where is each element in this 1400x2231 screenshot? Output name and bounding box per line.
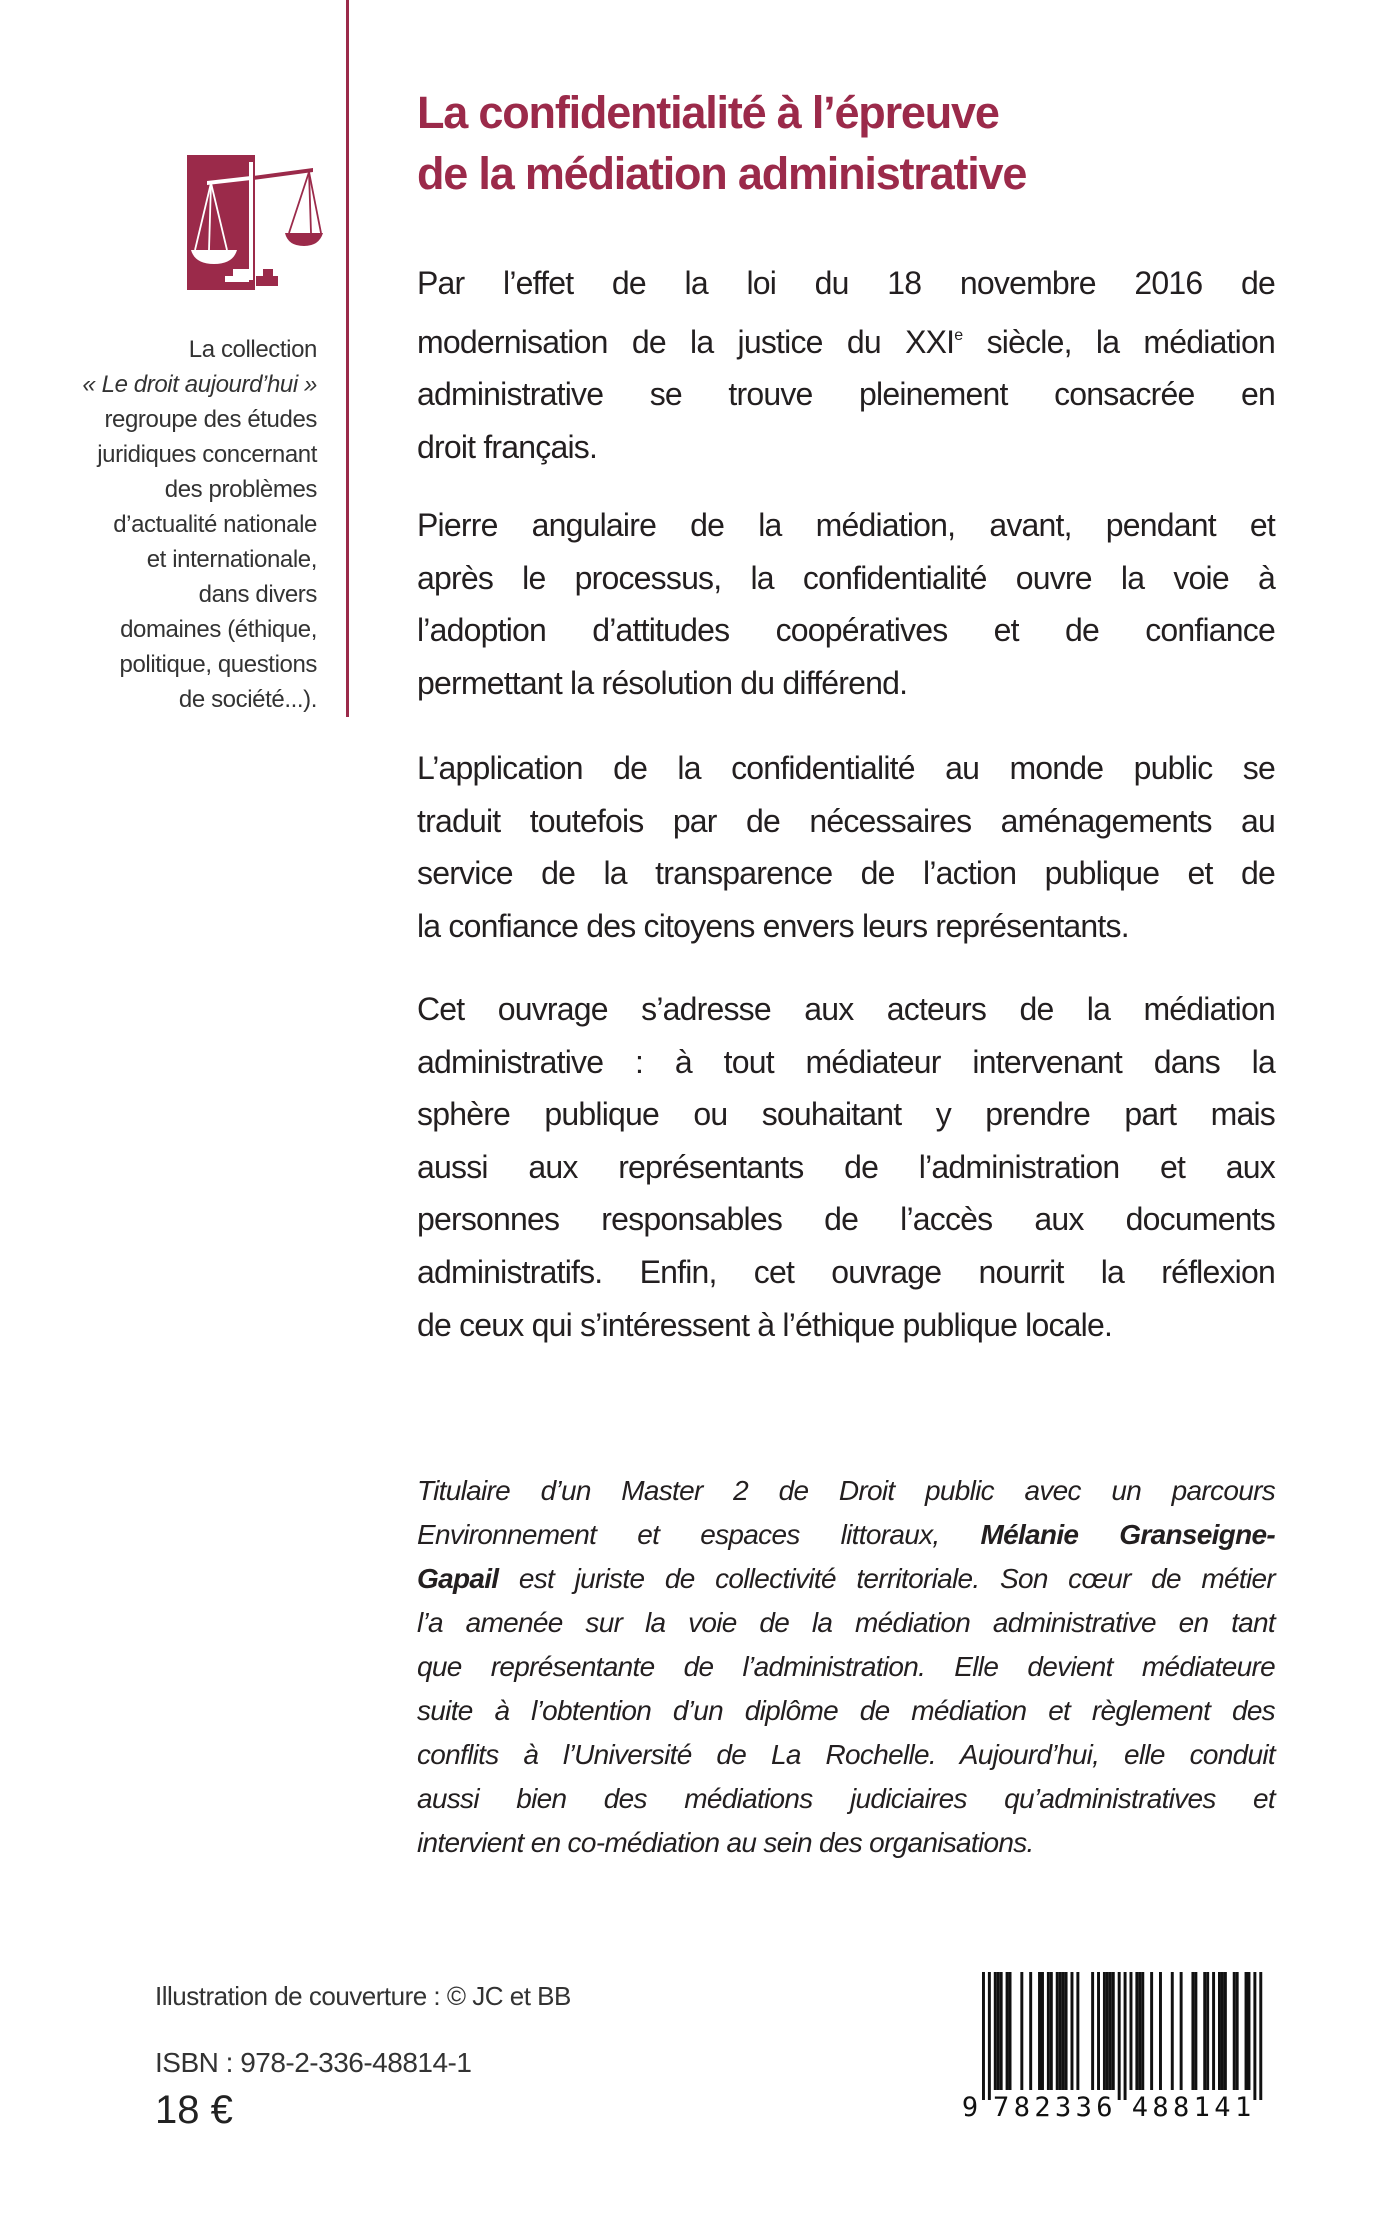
barcode-bar <box>1236 1972 1239 2090</box>
barcode-bar <box>1009 1972 1012 2090</box>
barcode-bar <box>1118 1972 1121 2100</box>
title-line: La confidentialité à l’épreuve <box>417 87 999 138</box>
barcode-bar <box>1248 1972 1251 2090</box>
collection-description-line: et internationale, <box>146 546 317 573</box>
barcode-bar <box>1062 1972 1065 2090</box>
barcode-bar <box>1135 1972 1138 2090</box>
isbn-barcode <box>960 1968 1280 2128</box>
barcode-bar <box>994 1972 997 2090</box>
barcode-bar <box>1253 1972 1256 2100</box>
collection-description-line: dans divers <box>198 581 317 608</box>
paragraph-line: service de la transparence de l’action publique et de <box>417 855 1275 892</box>
barcode-bar <box>1065 1972 1068 2090</box>
biography-line <box>417 1469 1275 1513</box>
cover-illustration-credit: Illustration de couverture : © JC et BB <box>155 1981 571 2011</box>
barcode-bar <box>1224 1972 1227 2090</box>
paragraph-line: personnes responsables de l’accès aux documents <box>417 1201 1275 1238</box>
biography-text: conflits à l’Université de La Rochelle. Aujourd’hui, elle conduit <box>417 1739 1275 1770</box>
barcode-bar <box>1071 1972 1074 2090</box>
collection-description-line: d’actualité nationale <box>113 511 317 538</box>
paragraph-line: administratifs. Enfin, cet ouvrage nourrit la réflexion <box>417 1253 1275 1290</box>
barcode-bar <box>988 1972 991 2100</box>
barcode-digit: 6 <box>1096 2092 1113 2123</box>
paragraph-line: la confiance des citoyens envers leurs représentants. <box>417 907 1129 944</box>
barcode-bar <box>1138 1972 1141 2090</box>
barcode-bar <box>1059 1972 1062 2090</box>
summary-paragraph-4 <box>417 983 1275 1351</box>
biography-text: Titulaire d’un Master 2 de Droit public avec un parcours <box>417 1475 1275 1506</box>
collection-description-line: politique, questions <box>119 651 317 678</box>
barcode-bar <box>1006 1972 1009 2090</box>
paragraph-line: administrative : à tout médiateur intervenant dans la <box>417 1043 1275 1080</box>
barcode-digit: 7 <box>993 2092 1010 2123</box>
collection-description-line: des problèmes <box>164 476 317 503</box>
paragraph-line: Cet ouvrage s’adresse aux acteurs de la médiation <box>417 991 1275 1027</box>
barcode-digit: 8 <box>1172 2092 1190 2123</box>
barcode-bar <box>1130 1972 1133 2090</box>
biography-line <box>417 1821 1275 1865</box>
barcode-bar <box>1106 1972 1109 2090</box>
barcode-bar <box>1218 1972 1221 2090</box>
barcode-bar <box>1029 1972 1032 2090</box>
barcode-digit: 8 <box>1152 2092 1169 2123</box>
biography-text: Environnement et espaces littoraux, <box>417 1519 981 1550</box>
barcode-bar <box>1194 1972 1197 2090</box>
barcode-bar <box>1000 1972 1003 2090</box>
barcode-digit: 9 <box>961 2092 979 2123</box>
paragraph-line: droit français. <box>417 428 598 465</box>
summary-paragraph-2 <box>417 499 1275 709</box>
barcode-bar <box>1041 1972 1044 2090</box>
barcode-bar <box>997 1972 1000 2090</box>
barcode-bar <box>1091 1972 1094 2090</box>
barcode-digit: 4 <box>1214 2092 1231 2123</box>
biography-line <box>417 1689 1275 1733</box>
collection-description <box>40 332 317 717</box>
collection-description-line: La collection <box>188 336 317 363</box>
barcode-digit: 3 <box>1054 2092 1072 2123</box>
barcode-bar <box>1050 1972 1053 2090</box>
barcode-digit: 1 <box>1234 2092 1252 2123</box>
collection-description-line: « Le droit aujourd’hui » <box>82 371 317 398</box>
barcode-bar <box>1038 1972 1041 2090</box>
barcode-bar <box>1206 1972 1209 2090</box>
paragraph-line: traduit toutefois par de nécessaires aménagements au <box>417 802 1275 839</box>
paragraph-line: administrative se trouve pleinement consacrée en <box>417 375 1275 412</box>
isbn: ISBN : 978-2-336-48814-1 <box>155 2047 472 2078</box>
paragraph-line: aussi aux représentants de l’administration et aux <box>417 1148 1275 1185</box>
biography-text: est juriste de collectivité territoriale. Son cœur de métier <box>498 1563 1275 1594</box>
biography-text: aussi bien des médiations judiciaires qu’administratives et <box>417 1783 1275 1814</box>
paragraph-line: permettant la résolution du différend. <box>417 664 908 701</box>
barcode-bar <box>1124 1972 1127 2100</box>
barcode-bar <box>1141 1972 1144 2090</box>
price: 18 € <box>155 2088 233 2132</box>
biography-text: intervient en co-médiation au sein des organisations. <box>417 1827 1034 1858</box>
biography-text: suite à l’obtention d’un diplôme de médiation et règlement des <box>417 1695 1275 1726</box>
author-name: Gapail <box>417 1563 499 1594</box>
barcode-digit: 2 <box>1034 2092 1051 2123</box>
barcode-bar <box>1020 1972 1023 2090</box>
barcode-bar <box>1112 1972 1115 2090</box>
collection-divider-line <box>346 0 349 717</box>
biography-line <box>417 1733 1275 1777</box>
barcode-bar <box>1221 1972 1224 2090</box>
author-biography <box>417 1469 1275 1865</box>
biography-line <box>417 1601 1275 1645</box>
barcode-bar <box>1047 1972 1050 2090</box>
biography-text: que représentante de l’administration. Elle devient médiateure <box>417 1651 1275 1682</box>
barcode-bar <box>1191 1972 1194 2090</box>
paragraph-line: sphère publique ou souhaitant y prendre part mais <box>417 1096 1275 1133</box>
barcode-digit: 8 <box>1013 2092 1030 2123</box>
barcode-bar <box>1212 1972 1215 2090</box>
collection-description-line: de société...). <box>178 686 317 713</box>
barcode-bar <box>1056 1972 1059 2090</box>
barcode-bar <box>1109 1972 1112 2090</box>
barcode-bar <box>1233 1972 1236 2090</box>
paragraph-line: L’application de la confidentialité au monde public se <box>417 750 1275 786</box>
barcode-bar <box>1180 1972 1183 2090</box>
paragraph-line: de ceux qui s’intéressent à l’éthique publique locale. <box>417 1306 1113 1343</box>
barcode-bar <box>1097 1972 1100 2090</box>
biography-text: l’a amenée sur la voie de la médiation administrative en tant <box>417 1607 1275 1638</box>
collection-description-line: domaines (éthique, <box>120 616 317 643</box>
summary-paragraph-3 <box>417 742 1275 952</box>
paragraph-line: après le processus, la confidentialité ouvre la voie à <box>417 559 1275 596</box>
scales-of-justice-icon <box>185 150 325 295</box>
barcode-digit: 1 <box>1193 2092 1210 2123</box>
collection-description-line: regroupe des études <box>104 406 317 433</box>
barcode-bar <box>1103 1972 1106 2090</box>
barcode-bar <box>1259 1972 1262 2100</box>
paragraph-line: Par l’effet de la loi du 18 novembre 2016 de <box>417 265 1275 301</box>
title-line: de la médiation administrative <box>417 148 1027 199</box>
biography-line <box>417 1513 1275 1557</box>
barcode-digit: 3 <box>1075 2092 1092 2123</box>
barcode-bar <box>982 1972 985 2100</box>
barcode-bar <box>1171 1972 1174 2090</box>
paragraph-line: l’adoption d’attitudes coopératives et de confiance <box>417 612 1275 649</box>
paragraph-line: modernisation de la justice du XXIe siècle, la médiation <box>417 323 1275 360</box>
barcode-bar <box>1245 1972 1248 2090</box>
paragraph-line: Pierre angulaire de la médiation, avant, pendant et <box>417 507 1275 543</box>
author-name: Mélanie Granseigne- <box>980 1519 1275 1550</box>
biography-line <box>417 1557 1275 1601</box>
barcode-bar <box>1159 1972 1162 2090</box>
biography-line <box>417 1777 1275 1821</box>
barcode-bar <box>1150 1972 1153 2090</box>
summary-paragraph-1 <box>417 257 1275 473</box>
barcode-digit: 4 <box>1131 2092 1148 2123</box>
collection-description-line: juridiques concernant <box>97 441 317 468</box>
barcode-bar <box>1076 1972 1079 2090</box>
book-title <box>417 82 1026 204</box>
barcode-bar <box>1203 1972 1206 2090</box>
biography-line <box>417 1645 1275 1689</box>
